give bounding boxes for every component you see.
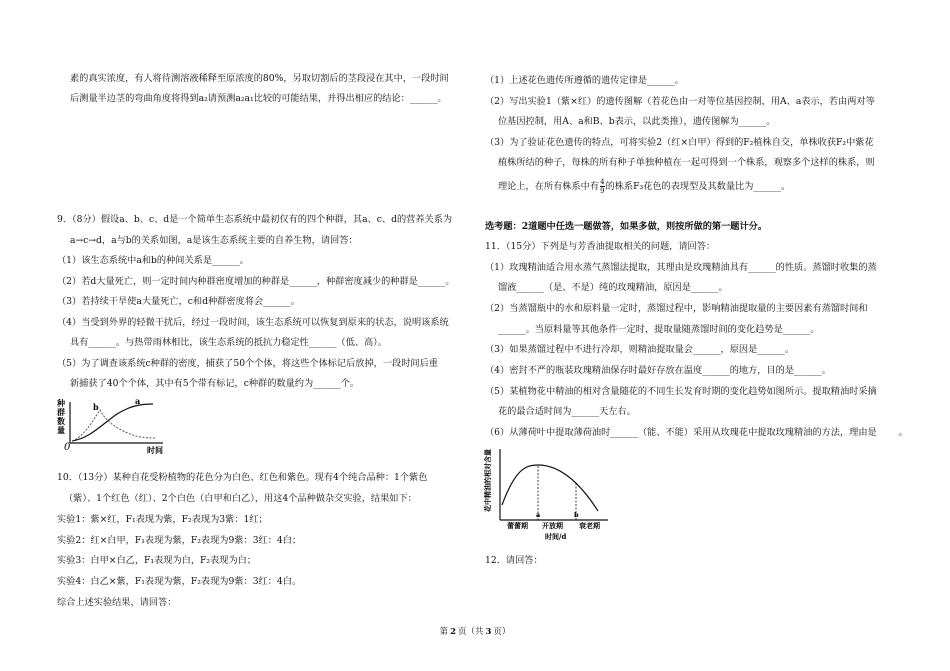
curve-a-label: a xyxy=(135,398,141,406)
right-q2-line-2: 位基因控制，用A、a和B、b表示，以此类推），遗传图解为______。 xyxy=(498,116,776,127)
page-footer xyxy=(0,626,950,638)
oil-tick-b: b xyxy=(574,511,579,519)
footer-mid: 页（共 xyxy=(457,627,484,637)
curve-b xyxy=(72,410,155,441)
q9-line-2: a→c→d，a与b的关系如图，a是该生态系统主要的自养生物，请回答： xyxy=(70,235,358,246)
q9-line-3: （1）该生态系统中a和b的种间关系是______。 xyxy=(57,255,249,266)
right-q3-line-2: 植株所结的种子，每株的所有种子单独种植在一起可得到一个株系，观察多个这样的株系，则 xyxy=(498,157,875,168)
q9-line-9: 新捕获了40个个体，其中有5个带有标记，c种群的数量约为______个。 xyxy=(70,378,360,389)
footer-post: 页） xyxy=(493,627,511,637)
right-q3-line-1: （3）为了验证花色遗传的特点，可将实验2（红×白甲）得到的F₂植株自交，单株收获F₂中紫花 xyxy=(485,137,874,148)
q9-line-1: 9．（8分）假设a、b、c、d是一个简单生态系统中最初仅有的四个种群，其a、c、d的营养关系为 xyxy=(57,214,453,225)
q12-line-1: 12．请回答： xyxy=(485,555,543,566)
population-graph xyxy=(55,398,185,458)
q11-line-1: 11．（15分）下列是与芳香油提取相关的问题，请回答： xyxy=(485,241,716,252)
q11-line-3: 馏液______（是、不是）纯的玫瑰精油，原因是______。 xyxy=(498,282,728,293)
q11-line-10 xyxy=(485,427,908,439)
q11-line-5: ______。当原料量等其他条件一定时，提取量随蒸馏时间的变化趋势是______。 xyxy=(498,324,820,335)
oil-stage-bud: 蕾蕾期 xyxy=(507,521,528,530)
footer-total: 3 xyxy=(485,627,492,637)
fraction-numerator: 4 xyxy=(600,178,605,186)
q9-line-7: 具有______。与热带雨林相比，该生态系统的抵抗力稳定性______（低、高）。 xyxy=(70,337,387,348)
left-top-line-1: 素的真实浓度，有人将待测溶液稀释至原浓度的80%，另取切割后的茎段浸在其中，一段时间 xyxy=(70,73,449,84)
oil-stage-open: 开放期 xyxy=(542,521,563,530)
q10-line-4: 实验2：红×白甲，F₁表现为紫，F₂表现为9紫：3红：4白； xyxy=(57,535,302,546)
right-q2-line-1: （2）写出实验1（紫×红）的遗传图解（若花色由一对等位基因控制，用A、a表示，若由两对等 xyxy=(485,96,875,107)
q11-line-10-end: 。 xyxy=(898,427,908,438)
footer-page: 2 xyxy=(450,627,456,637)
q10-line-5: 实验3：白甲×白乙，F₁表现为白，F₂表现为白； xyxy=(57,555,257,566)
right-q1: （1）上述花色遗传所遵循的遗传定律是______。 xyxy=(485,75,684,86)
oil-tick-a: a xyxy=(536,511,541,519)
q11-line-9: 花的最合适时间为______天左右。 xyxy=(498,406,636,417)
oil-graph-xlabel: 时间/d xyxy=(545,532,567,541)
elective-heading: 选考题：2道题中任选一题做答，如果多做，则按所做的第一题计分。 xyxy=(485,221,768,232)
oil-stage-aging: 衰老期 xyxy=(579,521,600,530)
curve-b-label: b xyxy=(93,402,99,412)
footer-pre: 第 xyxy=(439,627,449,637)
graph-xlabel: 时间 xyxy=(147,445,163,455)
q11-line-8: （5）某植物花中精油的相对含量随花的不同生长发育时期的变化趋势如图所示。提取精油时采摘 xyxy=(485,386,877,397)
right-q3-line-3 xyxy=(498,178,790,195)
fraction-denominator: 9 xyxy=(600,187,605,195)
q11-line-10-text: （6）从薄荷叶中提取薄荷油时______（能、不能）采用从玫瑰花中提取玫瑰精油的方法，理由是 xyxy=(485,427,877,438)
q10-line-2: （紫）、1个红色（红）、2个白色（白甲和白乙），用这4个品种做杂交实验，结果如下： xyxy=(64,493,417,504)
oil-curve xyxy=(502,465,598,511)
q9-line-5: （3）若持续干旱使a大量死亡，c和d种群密度将会______。 xyxy=(57,296,300,307)
q11-line-7: （4）密封不严的瓶装玫瑰精油保存时最好存放在温度______的地方，目的是______。 xyxy=(485,365,831,376)
graph-origin: 0 xyxy=(64,442,71,453)
oil-content-graph xyxy=(480,445,620,545)
q10-line-1: 10．（13分）某种自花受粉植物的花色分为白色、红色和紫色。现有4个纯合品种：1个紫色 xyxy=(57,472,428,483)
q9-line-8: （5）为了调查该系统c种群的密度，捕获了50个个体，将这些个体标记后放掉，一段时间后重 xyxy=(57,358,438,369)
graph-ylabel-1: 种 xyxy=(57,398,65,408)
left-top-line-2: 后测量半边茎的弯曲角度将得到a₂请预测a₂a₁比较的可能结果，并得出相应的结论：______。 xyxy=(70,93,447,104)
curve-a xyxy=(72,404,153,441)
q10-line-7: 综合上述实验结果，请回答： xyxy=(57,597,177,608)
q11-line-6: （3）如果蒸馏过程中不进行冷却，则精油提取量会______，原因是______。 xyxy=(485,344,795,355)
fraction xyxy=(600,178,604,195)
oil-graph-ylabel: 花中精油的相对含量 xyxy=(483,449,492,512)
right-q3-text-b: 的株系F₃花色的表现型及其数量比为______。 xyxy=(605,181,791,192)
q9-line-6: （4）当受到外界的轻微干扰后，经过一段时间，该生态系统可以恢复到原来的状态，说明该系统 xyxy=(57,317,449,328)
q9-line-4: （2）若d大量死亡，则一定时间内种群密度增加的种群是______，种群密度减少的种群是______。 xyxy=(57,276,455,287)
graph-ylabel-4: 量 xyxy=(57,425,65,435)
q11-line-4: （2）当蒸馏瓶中的水和原料量一定时，蒸馏过程中，影响精油提取量的主要因素有蒸馏时间和 xyxy=(485,303,868,314)
q10-line-3: 实验1：紫×红，F₁表现为紫，F₂表现为3紫：1红； xyxy=(57,514,268,525)
graph-ylabel-2: 群 xyxy=(57,407,65,417)
graph-ylabel-3: 数 xyxy=(57,416,65,426)
right-q3-text-a: 理论上，在所有株系中有 xyxy=(498,181,600,192)
q11-line-2: （1）玫瑰精油适合用水蒸气蒸馏法提取，其理由是玫瑰精油具有______的性质。蒸馏时收集的蒸 xyxy=(485,262,877,273)
q10-line-6: 实验4：白乙×紫，F₁表现为紫，F₂表现为9紫：3红：4白。 xyxy=(57,576,302,587)
